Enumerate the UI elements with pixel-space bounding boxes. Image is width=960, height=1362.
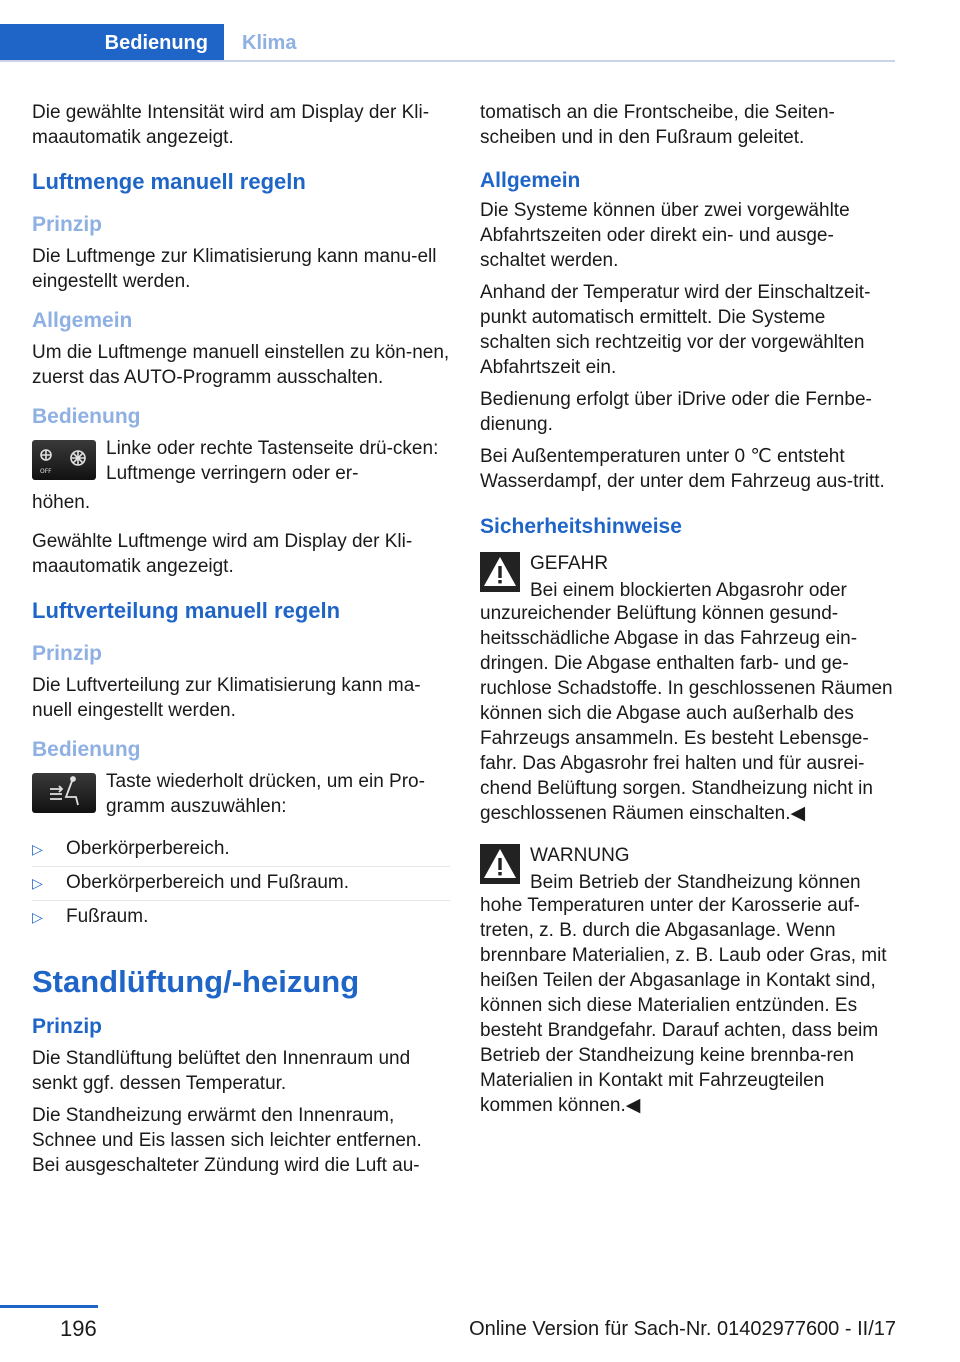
triangle-bullet-icon: ▷ [32, 909, 43, 925]
footer-rule [0, 1305, 98, 1308]
instruction-row [32, 769, 450, 819]
triangle-bullet-icon: ▷ [32, 841, 43, 857]
air-distribution-button-icon [32, 773, 96, 813]
paragraph: Anhand der Temperatur wird der Einschaltzeit‐punkt automatisch ermittelt. Die Systeme schalten sich rechtzeitig vor der vorgewählten Abfahrtszeit ein. [480, 282, 871, 378]
paragraph: Die Systeme können über zwei vorgewählte Abfahrtszeiten oder direkt ein- und ausge‐schaltet werden. [480, 200, 850, 271]
heading-bedienung: Bedienung [32, 738, 141, 761]
paragraph: Gewählte Luftmenge wird am Display der Kli‐maautomatik angezeigt. [32, 531, 413, 577]
paragraph: Bedienung erfolgt über iDrive oder die Fernbe‐dienung. [480, 389, 872, 435]
heading-sicherheitshinweise: Sicherheitshinweise [480, 515, 682, 538]
warning-label: WARNUNG [530, 845, 630, 866]
paragraph: Bei Außentemperaturen unter 0 ℃ entsteht Wasserdampf, der unter dem Fahrzeug aus‐tritt. [480, 446, 885, 492]
heading-prinzip: Prinzip [32, 642, 103, 665]
paragraph: Die Luftverteilung zur Klimatisierung kann ma‐nuell eingestellt werden. [32, 675, 421, 721]
list-item-text: Fußraum. [66, 906, 149, 927]
heading-allgemein: Allgemein [32, 309, 133, 332]
instruction-text: Linke oder rechte Tastenseite drü‐cken: Luftmenge verringern oder er‐ [106, 438, 439, 484]
heading-bedienung: Bedienung [32, 405, 141, 428]
page-number: 196 [60, 1316, 97, 1341]
right-column [480, 100, 898, 1134]
heading-standlueftung: Standlüftung/-heizung [32, 964, 360, 999]
instruction-row [32, 436, 450, 486]
warning-head [530, 842, 861, 895]
footer-text: Online Version für Sach-Nr. 01402977600 - II/17 [469, 1318, 896, 1340]
list-item [32, 833, 450, 866]
warning-first-line: Beim Betrieb der Standheizung können [530, 872, 861, 893]
paragraph: Die Standlüftung belüftet den Innenraum und senkt ggf. dessen Temperatur. [32, 1048, 411, 1094]
list-item [32, 900, 450, 934]
heading-prinzip: Prinzip [32, 1015, 103, 1038]
paragraph: Um die Luftmenge manuell einstellen zu kön‐nen, zuerst das AUTO-Programm ausschalten. [32, 342, 450, 388]
list-item [32, 866, 450, 900]
warning-block [480, 550, 898, 603]
paragraph: tomatisch an die Frontscheibe, die Seiten‐scheiben und in den Fußraum geleitet. [480, 102, 835, 148]
fan-button-icon [32, 440, 96, 480]
warning-text: unzureichender Belüftung können gesund‐heitsschädliche Abgase in das Fahrzeug ein‐dringen. Die Abgase enthalten farb- und ge‐ruchlose Schadstoffe. In geschlossenen Räumen können sich die Abgase auch außerhalb des Fahrzeugs ansammeln. Es besteht Lebensge‐fahr. Das Abgasrohr frei halten und für ausrei‐chend Belüftung sorgen. Standheizung nicht in geschlossenen Räumen einschalten.◀ [480, 603, 893, 824]
heading-luftmenge: Luftmenge manuell regeln [32, 169, 306, 194]
heading-prinzip: Prinzip [32, 213, 103, 236]
header-rule [0, 60, 895, 62]
warning-triangle-icon [480, 844, 520, 884]
paragraph: Die Standheizung erwärmt den Innenraum, Schnee und Eis lassen sich leichter entfernen. Bei ausgeschalteter Zündung wird die Luft au‐ [32, 1105, 422, 1176]
paragraph: höhen. [32, 492, 91, 513]
paragraph: Die Luftmenge zur Klimatisierung kann manu‐ell eingestellt werden. [32, 246, 437, 292]
warning-triangle-icon [480, 552, 520, 592]
warning-first-line: Bei einem blockierten Abgasrohr oder [530, 580, 847, 601]
paragraph: Die gewählte Intensität wird am Display der Kli‐maautomatik angezeigt. [32, 102, 430, 148]
bullet-list [32, 833, 450, 934]
warning-head [530, 550, 847, 603]
warning-block [480, 842, 898, 895]
triangle-bullet-icon: ▷ [32, 875, 43, 891]
tab-bedienung: Bedienung [0, 24, 224, 62]
list-item-text: Oberkörperbereich und Fußraum. [66, 872, 350, 893]
list-item-text: Oberkörperbereich. [66, 838, 230, 859]
heading-allgemein: Allgemein [480, 169, 581, 192]
heading-luftverteilung: Luftverteilung manuell regeln [32, 598, 341, 623]
page-header [0, 24, 895, 62]
instruction-text: Taste wiederholt drücken, um ein Pro‐gramm auszuwählen: [106, 771, 425, 817]
warning-label: GEFAHR [530, 553, 609, 574]
warning-text: hohe Temperaturen unter der Karosserie auf‐treten, z. B. durch die Abgasanlage. Wenn brennbare Materialien, z. B. Laub oder Gras, mit heißen Teilen der Abgasanlage in Kontakt sind, können sich diese Materialien entzünden. Es besteht Brandgefahr. Darauf achten, dass beim Betrieb der Standheizung keine brennba‐ren Materialien in Kontakt mit Fahrzeugteilen kommen können.◀ [480, 895, 887, 1116]
tab-klima: Klima [242, 31, 297, 54]
left-column [32, 100, 450, 1185]
svg-text:OFF: OFF [40, 468, 52, 475]
